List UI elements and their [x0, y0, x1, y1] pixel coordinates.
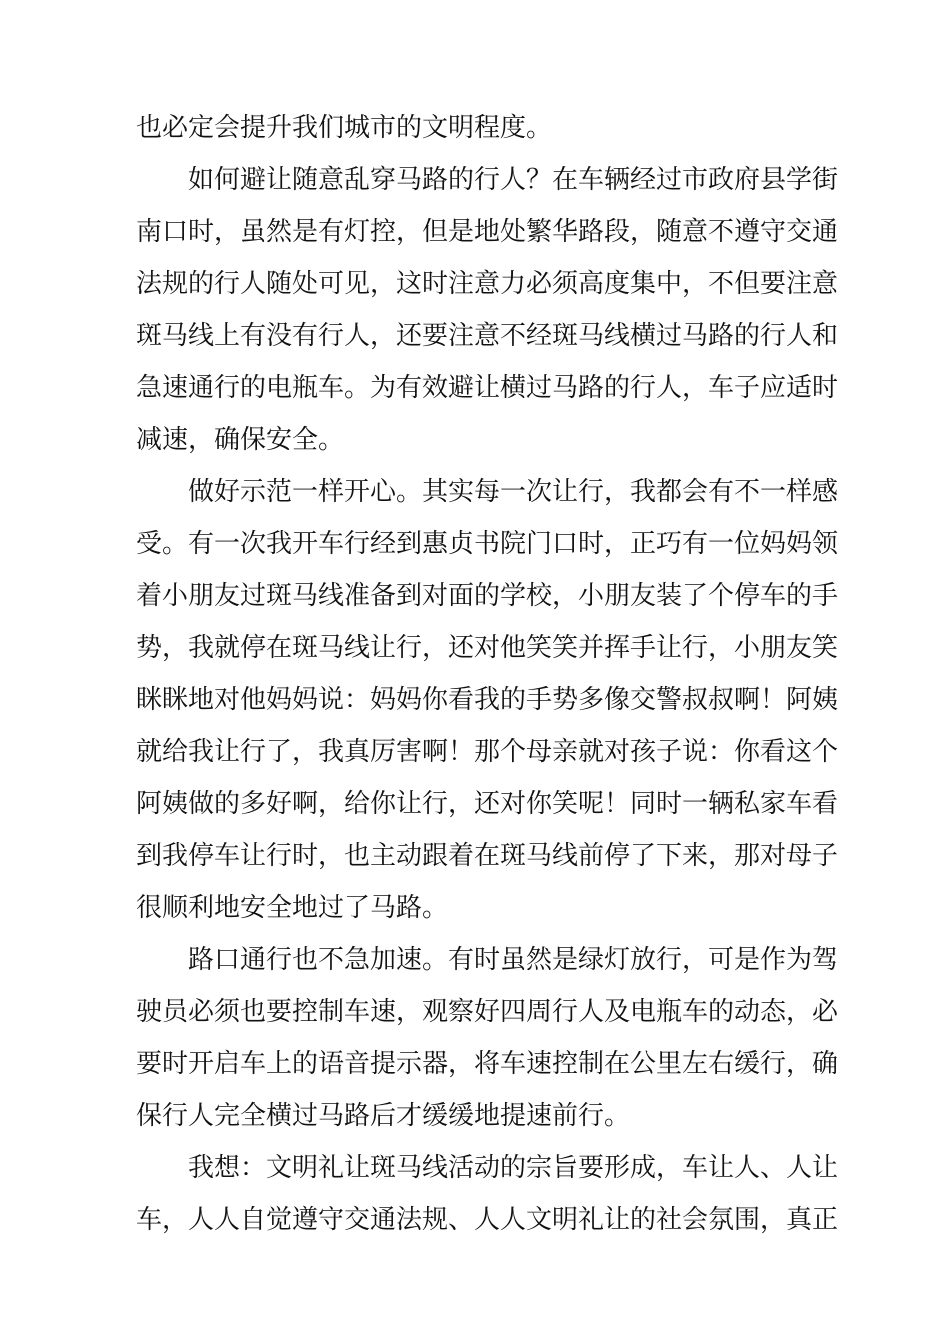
- text-line: 车，人人自觉遵守交通法规、人人文明礼让的社会氛围，真正: [136, 1205, 839, 1235]
- text-line: 保行人完全横过马路后才缓缓地提速前行。: [136, 1101, 631, 1131]
- text-line: 如何避让随意乱穿马路的行人？在车辆经过市政府县学街: [188, 165, 839, 195]
- text-line: 很顺利地安全地过了马路。: [136, 893, 449, 923]
- text-line: 急速通行的电瓶车。为有效避让横过马路的行人，车子应适时: [136, 373, 839, 403]
- text-line: 就给我让行了，我真厉害啊！那个母亲就对孩子说：你看这个: [136, 737, 839, 767]
- text-line: 着小朋友过斑马线准备到对面的学校，小朋友装了个停车的手: [136, 581, 839, 611]
- text-line: 阿姨做的多好啊，给你让行，还对你笑呢！同时一辆私家车看: [136, 789, 839, 819]
- text-line: 减速，确保安全。: [136, 425, 345, 455]
- text-line: 路口通行也不急加速。有时虽然是绿灯放行，可是作为驾: [188, 945, 839, 975]
- text-line: 势，我就停在斑马线让行，还对他笑笑并挥手让行，小朋友笑: [136, 633, 839, 663]
- text-line: 我想：文明礼让斑马线活动的宗旨要形成，车让人、人让: [188, 1153, 839, 1183]
- text-line: 斑马线上有没有行人，还要注意不经斑马线横过马路的行人和: [136, 321, 839, 351]
- text-line: 做好示范一样开心。其实每一次让行，我都会有不一样感: [188, 477, 839, 507]
- text-line: 南口时，虽然是有灯控，但是地处繁华路段，随意不遵守交通: [136, 217, 839, 247]
- text-line: 法规的行人随处可见，这时注意力必须高度集中，不但要注意: [136, 269, 839, 299]
- text-line: 受。有一次我开车行经到惠贞书院门口时，正巧有一位妈妈领: [136, 529, 839, 559]
- text-line: 要时开启车上的语音提示器，将车速控制在公里左右缓行，确: [136, 1049, 839, 1079]
- text-line: 眯眯地对他妈妈说：妈妈你看我的手势多像交警叔叔啊！阿姨: [136, 685, 839, 715]
- text-line: 也必定会提升我们城市的文明程度。: [136, 113, 553, 143]
- text-line: 到我停车让行时，也主动跟着在斑马线前停了下来，那对母子: [136, 841, 839, 871]
- text-line: 驶员必须也要控制车速，观察好四周行人及电瓶车的动态，必: [136, 997, 839, 1027]
